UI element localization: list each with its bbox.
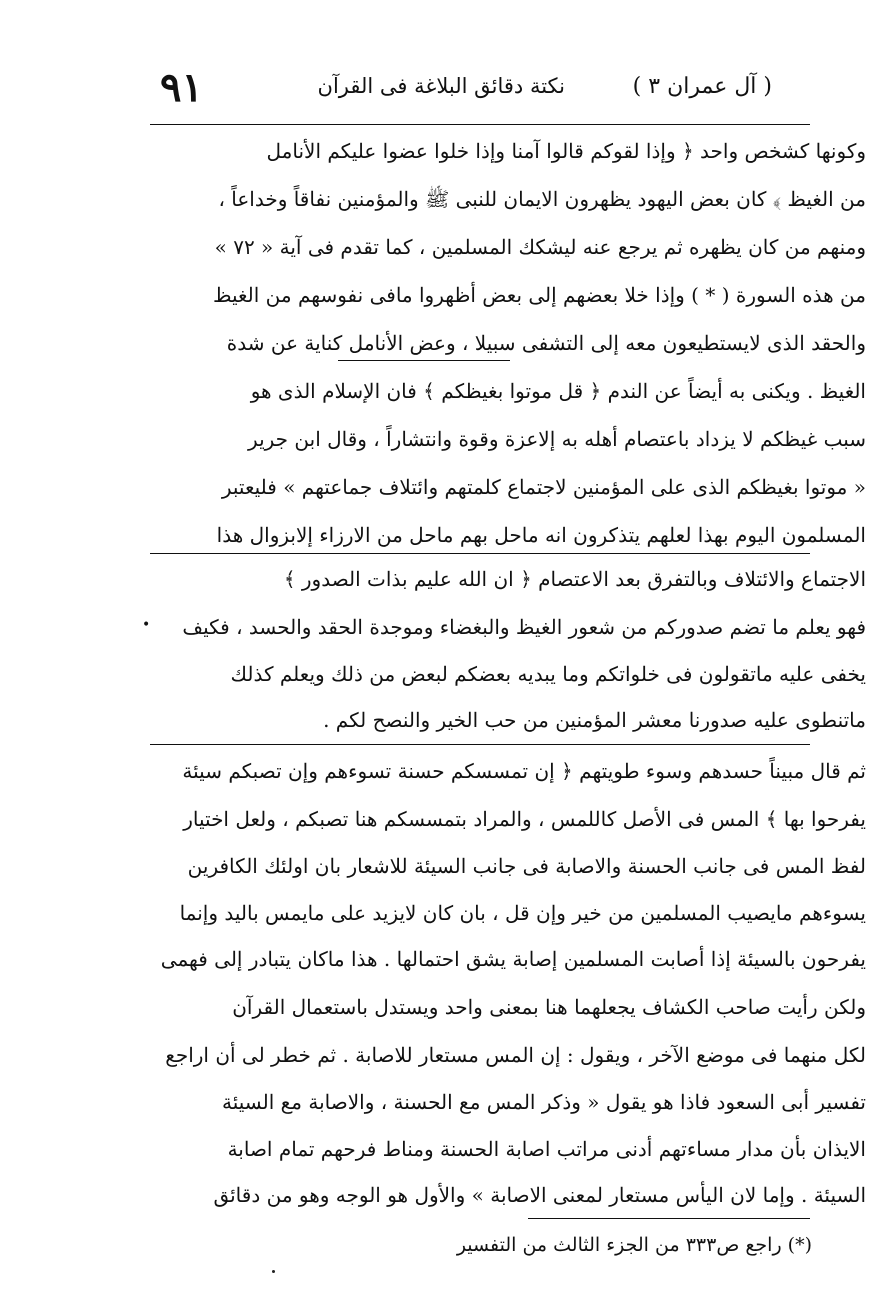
header-surah-name: ( آل عمران ٣ ): [632, 74, 772, 99]
text-line: لكل منهما فى موضع الآخر ، ويقول : إن المس مستعار للاصابة . ثم خطر لى أن اراجع: [165, 1043, 866, 1067]
text-line: والحقد الذى لايستطيعون معه إلى التشفى سبيلا ، وعض الأنامل كناية عن شدة: [226, 331, 866, 355]
text-line: يفرحون بالسيئة إذا أصابت المسلمين إصابة يشق احتمالها . هذا ماكان يتبادر إلى فهمى: [160, 947, 866, 971]
footnote-rule: [528, 1218, 810, 1219]
text-line: من الغيظ ﴾ كان بعض اليهود يظهرون الايمان للنبى ﷺ والمؤمنين نفاقاً وخداعاً ،: [218, 187, 866, 211]
text-line: وكونها كشخص واحد ﴿ وإذا لقوكم قالوا آمنا وإذا خلوا عضوا عليكم الأنامل: [266, 139, 866, 163]
text-line: يفرحوا بها ﴾ المس فى الأصل كاللمس ، والمراد بتمسسكم هنا تصبكم ، ولعل اختيار: [183, 807, 866, 831]
text-line: يخفى عليه ماتقولون فى خلواتكم وما يبديه بعضكم لبعض من ذلك ويعلم كذلك: [230, 662, 866, 686]
text-line: المسلمون اليوم بهذا لعلهم يتذكرون انه ماحل بهم ماحل من الارزاء إلابزوال هذا: [216, 523, 866, 547]
header-rule: [150, 124, 810, 125]
text-line: الغيظ . ويكنى به أيضاً عن الندم ﴿ قل موتوا بغيظكم ﴾ فان الإسلام الذى هو: [250, 379, 866, 403]
text-line: من هذه السورة ( * ) وإذا خلا بعضهم إلى بعض أظهروا مافى نفوسهم من الغيظ: [212, 283, 866, 307]
text-line: لفظ المس فى جانب الحسنة والاصابة فى جانب السيئة للاشعار بان اولئك الكافرين: [187, 854, 866, 878]
text-line: « موتوا بغيظكم الذى على المؤمنين لاجتماع كلمتهم وائتلاف جماعتهم » فليعتبر: [221, 475, 866, 499]
footnote: (*) راجع ص٣٣٣ من الجزء الثالث من التفسير: [456, 1234, 812, 1256]
text-line: تفسير أبى السعود فاذا هو يقول « وذكر المس مع الحسنة ، والاصابة مع السيئة: [222, 1090, 866, 1114]
page-number: ٩١: [160, 64, 203, 111]
section-rule: [150, 744, 810, 745]
section-rule: [150, 553, 810, 554]
text-line: الايذان بأن مدار مساءتهم أدنى مراتب اصابة الحسنة ومناط فرحهم تمام اصابة: [227, 1137, 866, 1161]
page-header: [150, 60, 800, 120]
bullet-mark: •: [142, 617, 151, 633]
speck-mark: [272, 1270, 275, 1273]
text-line: ثم قال مبيناً حسدهم وسوء طويتهم ﴿ إن تمسسكم حسنة تسوءهم وإن تصبكم سيئة: [182, 759, 866, 783]
text-line: فهو يعلم ما تضم صدوركم من شعور الغيظ والبغضاء وموجدة الحقد والحسد ، فكيف: [182, 615, 866, 639]
text-line: الاجتماع والائتلاف وبالتفرق بعد الاعتصام ﴿ ان الله عليم بذات الصدور ﴾: [283, 567, 866, 591]
text-line: ولكن رأيت صاحب الكشاف يجعلهما هنا بمعنى واحد ويستدل باستعمال القرآن: [232, 995, 866, 1019]
text-line: ماتنطوى عليه صدورنا معشر المؤمنين من حب الخير والنصح لكم .: [323, 708, 866, 732]
header-book-title: نكتة دقائق البلاغة فى القرآن: [317, 74, 565, 98]
text-line: يسوءهم مايصيب المسلمين من خير وإن قل ، بان كان لايزيد على مايمس باليد وإنما: [179, 901, 866, 925]
text-line: السيئة . وإما لان اليأس مستعار لمعنى الاصابة » والأول هو الوجه وهو من دقائق: [213, 1183, 866, 1207]
underline-mark: [338, 360, 510, 361]
text-line: ومنهم من كان يظهره ثم يرجع عنه ليشكك المسلمين ، كما تقدم فى آية « ٧٢ »: [214, 235, 866, 259]
text-line: سبب غيظكم لا يزداد باعتصام أهله به إلاعزة وقوة وانتشاراً ، وقال ابن جرير: [248, 427, 866, 451]
